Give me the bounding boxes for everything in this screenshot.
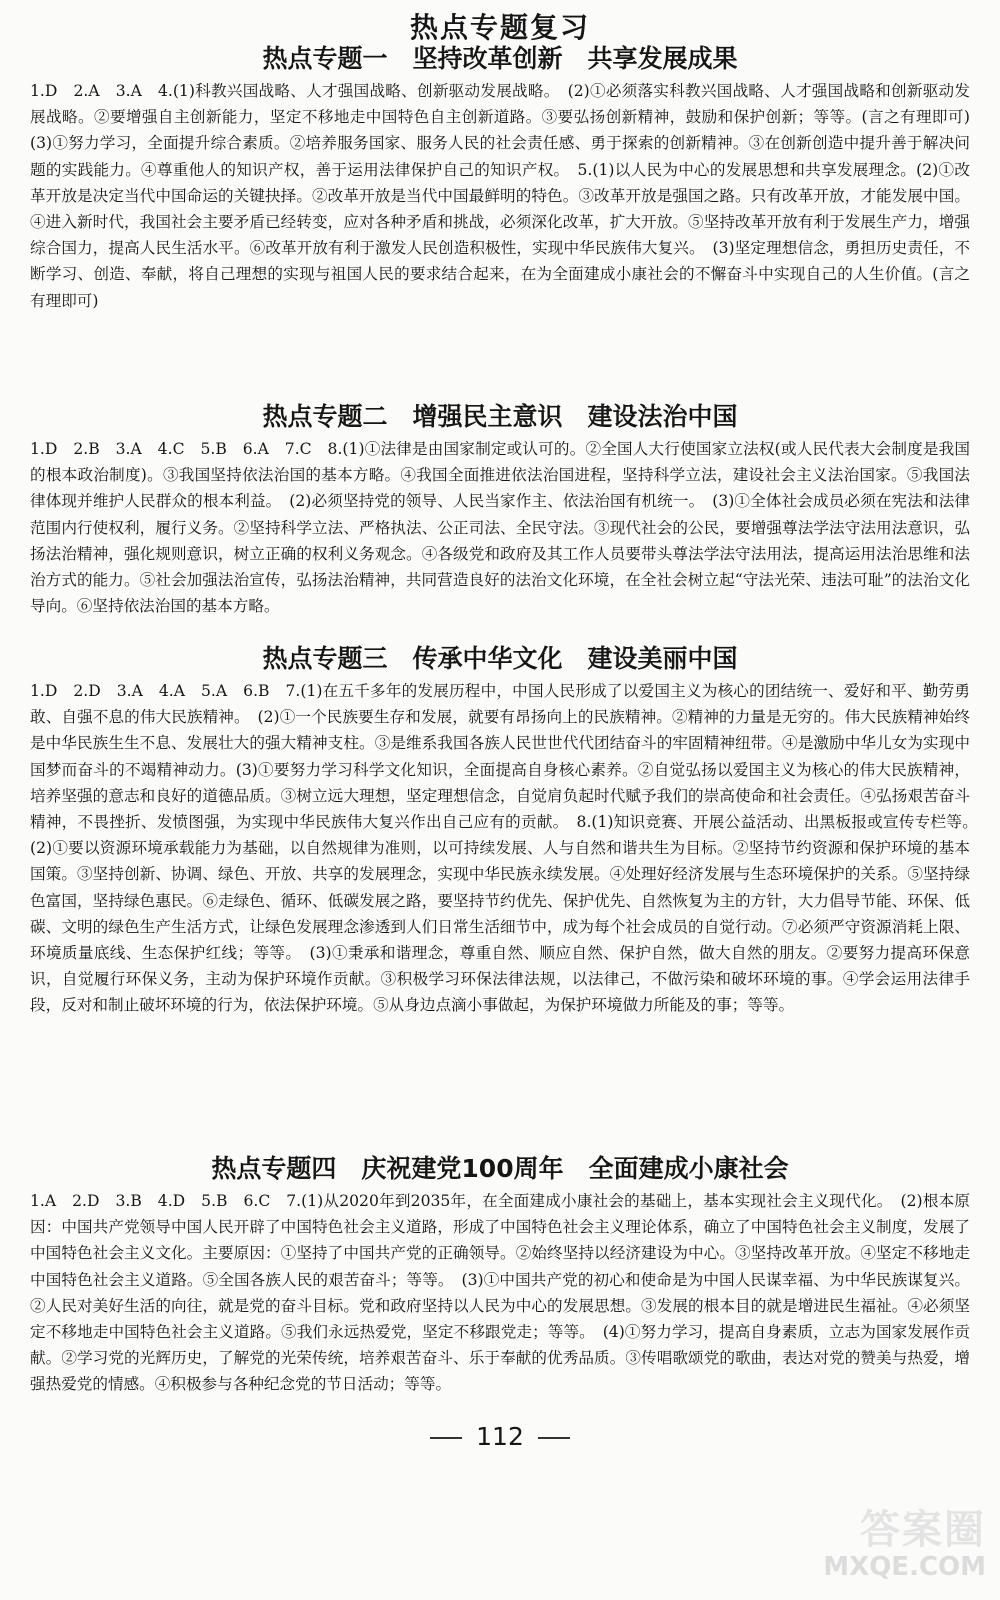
- section-topic-2: [30, 398, 970, 619]
- section-topic-3: [30, 640, 986, 1019]
- dash-right: [538, 1437, 570, 1439]
- section-topic-1: [30, 40, 970, 314]
- watermark-url: MXQE.COM: [823, 1552, 986, 1582]
- section-title: 热点专题四 庆祝建党100周年 全面建成小康社会: [211, 1154, 789, 1183]
- section-answers: 1.A 2.D 3.B 4.D 5.B 6.C 7.(1)从2020年到2035年，在全面建成小康社会的基础上，基本实现社会主义现代化。 (2)根本原因：中国共产党领导中国人民开辟了中国特色社会主义道路，形成了中国特色社会主义理论体系，确立了中国特色社会主义制度，发展了中国特色社会主义文化。主要原因：①坚持了中国共产党的正确领导。②始终坚持以经济建设为中心。③坚持改革开放。④坚定不移地走中国特色社会主义道路。⑤全国各族人民的艰苦奋斗；等等。 (3)①中国共产党的初心和使命是为中国人民谋幸福、为中华民族谋复兴。②人民对美好生活的向往，就是党的奋斗目标。党和政府坚持以人民为中心的发展思想。③发展的根本目的就是增进民生福祉。④必须坚定不移地走中国特色社会主义道路。⑤我们永远热爱党，坚定不移跟党走；等等。 (4)①努力学习，提高自身素质，立志为国家发展作贡献。②学习党的光辉历史，了解党的光荣传统，培养艰苦奋斗、乐于奉献的优秀品质。③传唱歌颂党的歌曲，表达对党的赞美与热爱，增强热爱党的情感。④积极参与各种纪念党的节日活动；等等。: [30, 1192, 970, 1394]
- page-title: 热点专题复习: [409, 11, 590, 44]
- section-title: 热点专题二 增强民主意识 建设法治中国: [262, 402, 738, 431]
- section-title: 热点专题一 坚持改革创新 共享发展成果: [262, 44, 738, 73]
- section-answers: 1.D 2.B 3.A 4.C 5.B 6.A 7.C 8.(1)①法律是由国家制定或认可的。②全国人大行使国家立法权(或人民代表大会制度是我国的根本政治制度)。③我国坚持依法治国的基本方略。④我国全面推进依法治国进程，坚持科学立法，建设社会主义法治国家。⑤我国法律体现并维护人民群众的根本利益。 (2)必须坚持党的领导、人民当家作主、依法治国有机统一。 (3)①全体社会成员必须在宪法和法律范围内行使权利，履行义务。②坚持科学立法、严格执法、公正司法、全民守法。③现代社会的公民，要增强尊法学法守法用法意识，弘扬法治精神，强化规则意识，树立正确的权利义务观念。④各级党和政府及其工作人员要带头尊法学法守法用法，提高运用法治思维和法治方式的能力。⑤社会加强法治宣传，弘扬法治精神，共同营造良好的法治文化环境，在全社会树立起“守法光荣、违法可耻”的法治文化导向。⑥坚持依法治国的基本方略。: [30, 440, 970, 616]
- dash-left: [430, 1437, 462, 1439]
- page-number-text: 112: [476, 1422, 524, 1451]
- section-title: 热点专题三 传承中华文化 建设美丽中国: [262, 644, 738, 673]
- section-answers: 1.D 2.A 3.A 4.(1)科教兴国战略、人才强国战略、创新驱动发展战略。 (2)①必须落实科教兴国战略、人才强国战略和创新驱动发展战略。②要增强自主创新能力，坚定不移地走中国特色自主创新道路。③要弘扬创新精神，鼓励和保护创新；等等。(言之有理即可)(3)①努力学习，全面提升综合素质。②培养服务国家、服务人民的社会责任感、勇于探索的创新精神。③在创新创造中提升善于解决问题的实践能力。④尊重他人的知识产权，善于运用法律保护自己的知识产权。 5.(1)以人民为中心的发展思想和共享发展理念。(2)①改革开放是决定当代中国命运的关键抉择。②改革开放是当代中国最鲜明的特色。③改革开放是强国之路。只有改革开放，才能发展中国。④进入新时代，我国社会主要矛盾已经转变，应对各种矛盾和挑战，必须深化改革，扩大开放。⑤坚持改革开放有利于发展生产力，增强综合国力，提高人民生活水平。⑥改革开放有利于激发人民创造积极性，实现中华民族伟大复兴。 (3)坚定理想信念，勇担历史责任，不断学习、创造、奉献，将自己理想的实现与祖国人民的要求结合起来，在为全面建成小康社会的不懈奋斗中实现自己的人生价值。(言之有理即可): [30, 82, 970, 310]
- page-number: [0, 1422, 1000, 1451]
- watermark-logo: 答案圈: [860, 1507, 986, 1553]
- section-answers: 1.D 2.D 3.A 4.A 5.A 6.B 7.(1)在五千多年的发展历程中，中国人民形成了以爱国主义为核心的团结统一、爱好和平、勤劳勇敢、自强不息的伟大民族精神。 (2)①一个民族要生存和发展，就要有昂扬向上的民族精神。②精神的力量是无穷的。伟大民族精神始终是中华民族生生不息、发展壮大的强大精神支柱。③是维系我国各族人民世世代代团结奋斗的牢固精神纽带。④是激励中华儿女为实现中国梦而奋斗的不竭精神动力。(3)①要努力学习科学文化知识，全面提高自身核心素养。②自觉弘扬以爱国主义为核心的伟大民族精神，培养坚强的意志和良好的道德品质。③树立远大理想，坚定理想信念，自觉肩负起时代赋予我们的崇高使命和社会责任。④弘扬艰苦奋斗精神，不畏挫折、发愤图强，为实现中华民族伟大复兴作出自己应有的贡献。 8.(1)知识竞赛、开展公益活动、出黑板报或宣传专栏等。 (2)①要以资源环境承载能力为基础，以自然规律为准则，以可持续发展、人与自然和谐共生为目标。②坚持节约资源和保护环境的基本国策。③坚持创新、协调、绿色、开放、共享的发展理念，实现中华民族永续发展。④处理好经济发展与生态环境保护的关系。⑤坚持绿色富国，坚持绿色惠民。⑥走绿色、循环、低碳发展之路，要坚持节约优先、保护优先、自然恢复为主的方针，大力倡导节能、环保、低碳、文明的绿色生产生活方式，让绿色发展理念渗透到人们日常生活细节中，成为每个社会成员的自觉行动。⑦必须严守资源消耗上限、环境质量底线、生态保护红线；等等。 (3)①秉承和谐理念，尊重自然、顺应自然、保护自然，做大自然的朋友。②要努力提高环保意识，自觉履行环保义务，主动为保护环境作贡献。③积极学习环保法律法规，以法律己，不做污染和破坏环境的事。④学会运用法律手段，反对和制止破坏环境的行为，依法保护环境。⑤从身边点滴小事做起，为保护环境做力所能及的事；等等。: [30, 682, 986, 1015]
- section-topic-4: [30, 1150, 970, 1398]
- watermark: [776, 1508, 986, 1592]
